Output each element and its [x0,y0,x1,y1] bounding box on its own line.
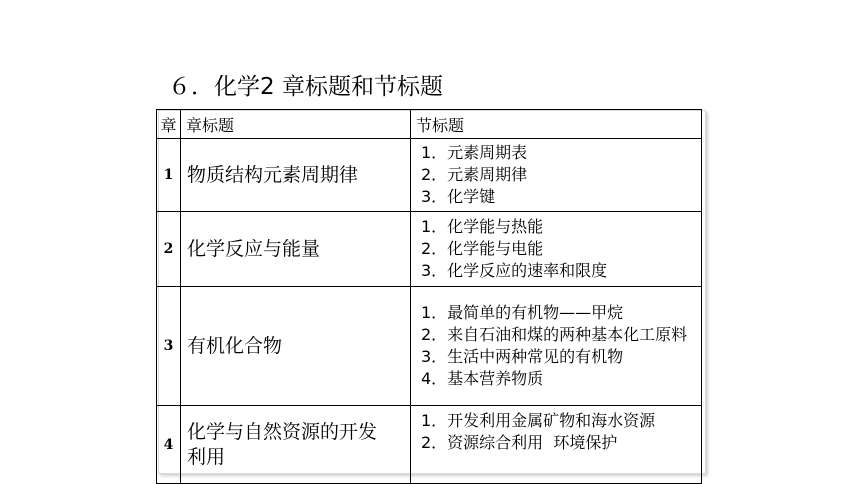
page-title: ６．化学2 章标题和节标题 [168,74,443,100]
table-row [157,406,702,484]
chapter-number: 1 [157,139,181,212]
section-item: 2．资源综合利用 环境保护 [421,433,618,452]
chapter-title: 化学反应与能量 [181,212,411,287]
chapter-number: 4 [157,406,181,484]
table-row [157,212,702,287]
section-list [411,287,702,406]
header-chapter-title: 章标题 [181,110,411,139]
chapter-number: 3 [157,287,181,406]
chapter-title: 化学与自然资源的开发利用 [181,406,411,484]
section-item: 3．化学键 [421,187,496,206]
section-item: 3．化学反应的速率和限度 [421,261,608,280]
section-item: 1．元素周期表 [421,143,528,162]
chapter-title: 有机化合物 [181,287,411,406]
header-chapter-number: 章 [157,110,181,139]
section-item: 2．元素周期律 [421,165,528,184]
table-header-row [157,110,702,139]
header-section-titles: 节标题 [411,110,702,139]
chapter-number: 2 [157,212,181,287]
section-item: 1．化学能与热能 [421,217,544,236]
table-row [157,287,702,406]
section-list [411,406,702,484]
chapter-section-table [156,109,702,484]
section-item: 4．基本营养物质 [421,369,544,388]
section-list [411,139,702,212]
section-item: 2．来自石油和煤的两种基本化工原料 [421,325,688,344]
section-item: 2．化学能与电能 [421,239,544,258]
section-item: 1．开发利用金属矿物和海水资源 [421,411,656,430]
section-list [411,212,702,287]
chapter-title: 物质结构元素周期律 [181,139,411,212]
section-item: 3．生活中两种常见的有机物 [421,347,624,366]
section-item: 1．最简单的有机物——甲烷 [421,303,624,322]
table-row [157,139,702,212]
